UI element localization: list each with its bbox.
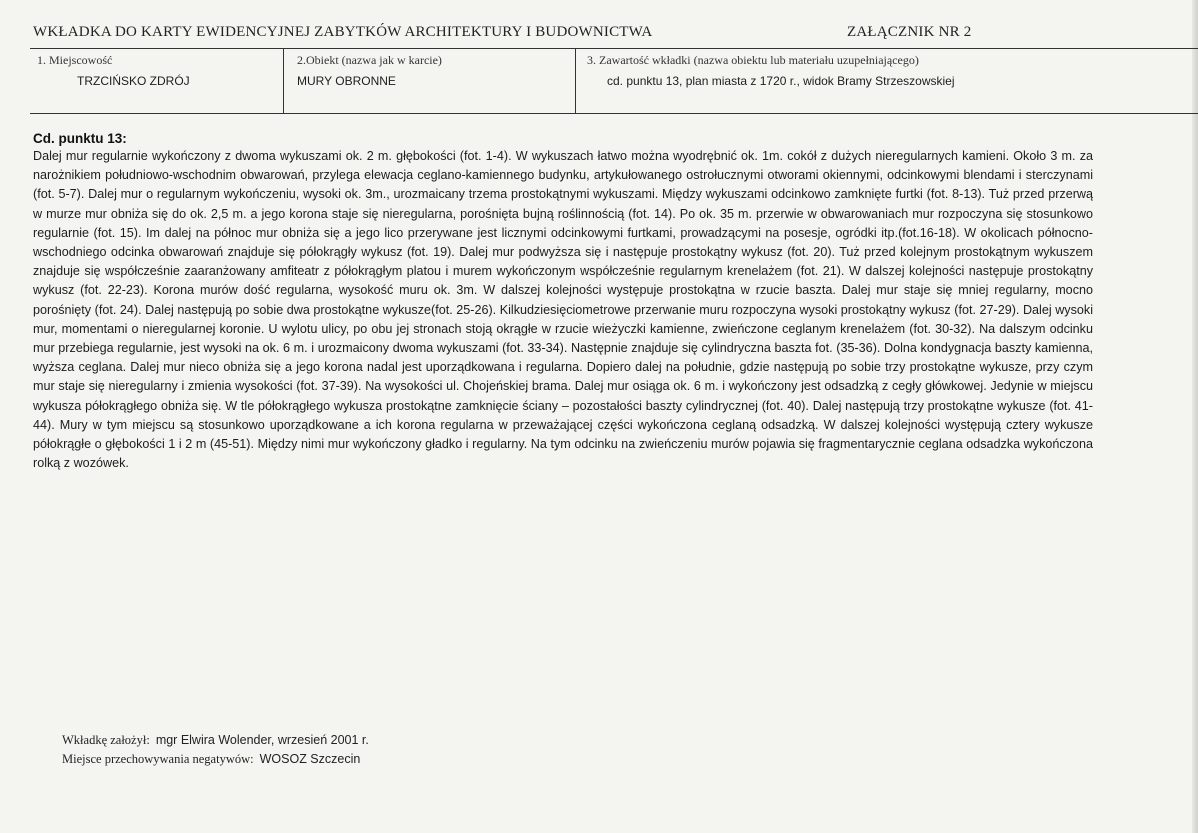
table-divider-2 xyxy=(575,49,576,113)
footer-storage-value: WOSOZ Szczecin xyxy=(259,752,361,766)
section-heading: Cd. punktu 13: xyxy=(33,131,127,146)
document-title: WKŁADKA DO KARTY EWIDENCYJNEJ ZABYTKÓW ARCHITEKTURY I BUDOWNICTWA xyxy=(33,24,653,40)
footer-prepared-label: Wkładkę założył: xyxy=(62,733,150,747)
scan-edge xyxy=(1192,0,1198,833)
table-bottom-border xyxy=(30,113,1198,114)
footer-prepared-value: mgr Elwira Wolender, wrzesień 2001 r. xyxy=(155,733,369,747)
field-label-object: 2.Obiekt (nazwa jak w karcie) xyxy=(297,53,442,67)
field-value-locality: TRZCIŃSKO ZDRÓJ xyxy=(77,74,190,88)
field-label-contents: 3. Zawartość wkładki (nazwa obiektu lub materiału uzupełniającego) xyxy=(587,53,919,67)
footer-prepared xyxy=(62,733,369,748)
attachment-number: ZAŁĄCZNIK NR 2 xyxy=(847,24,972,40)
table-top-border xyxy=(30,48,1198,49)
field-value-object: MURY OBRONNE xyxy=(297,74,396,88)
field-label-locality: 1. Miejscowość xyxy=(37,53,113,67)
table-divider-1 xyxy=(283,49,284,113)
footer-storage xyxy=(62,752,360,767)
field-value-contents: cd. punktu 13, plan miasta z 1720 r., widok Bramy Strzeszowskiej xyxy=(607,74,955,88)
section-body: Dalej mur regularnie wykończony z dwoma wykuszami ok. 2 m. głębokości (fot. 1-4). W wykuszach łatwo można wyodrębnić ok. 1m. cokół z dużych nieregularnych kamieni. Około 3 m. za narożnikiem południowo-wschodnim obwarowań, przylega elewacja ceglano-kamiennego budynku, artykułowanego ostrołucznymi otworami okiennymi, odcinkowymi blendami i sterczynami (fot. 5-7). Dalej mur o regularnym wykończeniu, wysoki ok. 3m., urozmaicany trzema prostokątnymi wykuszami. Między wykuszami odcinkowo zamknięte furtki (fot. 8-13). Tuż przed przerwą w murze mur obniża się do ok. 2,5 m. a jego korona staje się nieregularna, porośnięta bujną roślinnością (fot. 14). Po ok. 35 m. przerwie w obwarowaniach mur rozpoczyna się stosunkowo regularnie (fot. 15). Im dalej na północ mur obniża się a jego lico przerywane jest licznymi odcinkowymi furtkami, prowadzącymi na posesje, ogródki itp.(fot.16-18). W okolicach północno-wschodniego odcinka obwarowań znajduje się półokrągły wykusz (fot. 19). Dalej mur podwyższa się i następuje prostokątny wykusz (fot. 20). Tuż przed kolejnym prostokątnym wykuszem znajduje się współcześnie zaaranżowany amfiteatr z półokrągłym platou i murem wykończonym współcześnie regularnym krenelażem (fot. 21). W dalszej kolejności następuje prostokątny wykusz (fot. 22-23). Korona murów dość regularna, wysokość muru ok. 3m. W dalszej kolejności występuje prostokątna w rzucie baszta. Dalej mur staje się mniej regularny, mocno porośnięty (fot. 24). Dalej następują po sobie dwa prostokątne wykusze(fot. 25-26). Kilkudziesięciometrowe przerwanie muru rozpoczyna wysoki prostokątny wykusz (fot. 27-29). Dalej wysoki mur, momentami o nieregularnej koronie. U wylotu ulicy, po obu jej stronach stoją okrągłe w rzucie wieżyczki kamienne, zwieńczone ceglanym krenelażem (fot. 30-32). Na dalszym odcinku mur przebiega regularnie, jest wysoki na ok. 6 m. i urozmaicony dwoma wykuszami (fot. 33-34). Następnie znajduje się cylindryczna baszta fot. (35-36). Dolna kondygnacja baszty kamienna, wyższa ceglana. Dalej mur nieco obniża się a jego korona nadal jest uporządkowana i regularna. Dopiero dalej na południe, gdzie następują po sobie trzy prostokątne wykusze, przy czym mur staje się nieregularny i zmienia wysokości (fot. 37-39). Na wysokości ul. Chojeńskiej brama. Dalej mur osiąga ok. 6 m. i wykończony jest odsadzką z cegły główkowej. Jedynie w miejscu wykusza półokrągłego obniża się. W tle półokrągłego wykusza prostokątne zamknięcie ściany – pozostałości baszty cylindrycznej (fot. 40). Dalej następują trzy prostokątne wykusze (fot. 41-44). Mury w tym miejscu są stosunkowo uporządkowane a ich korona regularna w przeważającej części wykończona ceglaną odsadzką. W dalszej kolejności występują cztery wykusze półokrągłe o głębokości 1 i 2 m (45-51). Między nimi mur wykończony gładko i regularny. Na tym odcinku na zwieńczeniu murów pojawia się fragmentarycznie ceglana odsadzka wykończona rolką z wozówek. xyxy=(33,149,1093,471)
footer-storage-label: Miejsce przechowywania negatywów: xyxy=(62,752,254,766)
